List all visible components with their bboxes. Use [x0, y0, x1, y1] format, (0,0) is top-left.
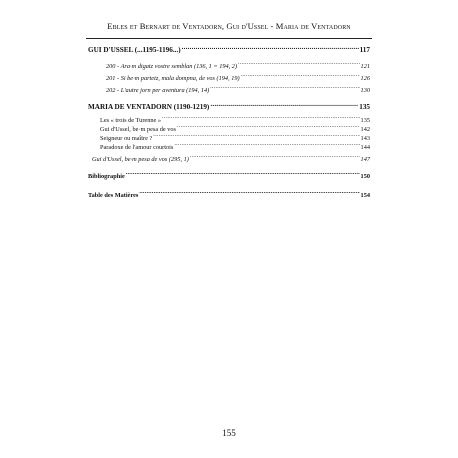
running-header: Ebles et Bernart de Ventadorn, Gui d'Ussel - Maria de Ventadorn	[107, 21, 351, 31]
toc-entry-maria-de-ventadorn[interactable]	[88, 101, 370, 111]
toc-entry-page: 144	[360, 144, 370, 151]
page-number: 155	[222, 428, 236, 438]
toc-entry-title: Paradoxe de l'amour courtois	[100, 144, 174, 151]
toc-entry-title: Gui d'Ussel, be·m pesa de vos (295, 1)	[92, 156, 189, 163]
toc-entry-gui-dussel[interactable]	[88, 44, 370, 54]
toc-entry-poem-201[interactable]	[106, 72, 370, 83]
toc-leader-dots	[238, 60, 359, 68]
toc-entry-page: 135	[359, 103, 370, 111]
toc-leader-dots	[153, 132, 359, 140]
toc-entry-title: MARIA DE VENTADORN (1190-1219)	[88, 103, 210, 111]
toc-entry-page: 121	[360, 63, 370, 70]
toc-leader-dots	[177, 123, 360, 131]
toc-entry-bibliographie[interactable]	[88, 170, 370, 181]
toc-entry-page: 130	[360, 87, 370, 94]
toc-entry-page: 142	[360, 126, 370, 133]
toc-entry-page: 147	[360, 156, 370, 163]
toc-entry-page: 143	[360, 135, 370, 142]
toc-entry-poem-202[interactable]	[106, 84, 370, 95]
toc-entry-poem-295[interactable]	[92, 153, 370, 164]
toc-entry-page: 150	[360, 173, 370, 180]
toc-leader-dots	[174, 141, 359, 149]
toc-leader-dots	[139, 189, 359, 197]
toc-leader-dots	[126, 170, 360, 178]
toc-entry-title: GUI D'USSEL (...1195-1196...)	[88, 46, 181, 54]
toc-entry-page: 135	[360, 117, 370, 124]
toc-leader-dots	[182, 44, 359, 52]
toc-entry-title: Gui d'Ussel, be·m pesa de vos	[100, 126, 176, 133]
toc-entry-title: Table des Matières	[88, 192, 139, 199]
toc-entry-title: Les « trois de Turenne »	[100, 117, 162, 124]
toc-leader-dots	[162, 114, 360, 122]
toc-entry-table-des-matieres[interactable]	[88, 189, 370, 200]
toc-entry-page: 154	[360, 192, 370, 199]
toc-entry-title: 200 - Ara·m digatz vostre semblan (136, 1 = 194, 2)	[106, 63, 238, 70]
toc-leader-dots	[210, 84, 359, 92]
toc-entry-page: 126	[360, 75, 370, 82]
toc-leader-dots	[210, 101, 358, 109]
toc-entry-title: Seigneur ou maître ?	[100, 135, 153, 142]
header-rule	[86, 38, 372, 39]
toc-entry-title: Bibliographie	[88, 173, 125, 180]
toc-entry-paradoxe-amour-courtois[interactable]	[100, 141, 370, 152]
toc-leader-dots	[241, 72, 360, 80]
toc-entry-page: 117	[359, 46, 370, 54]
toc-entry-title: 201 - Si be·m partetz, mala dompna, de vos (194, 19)	[106, 75, 240, 82]
toc-entry-poem-200[interactable]	[106, 60, 370, 71]
toc-leader-dots	[190, 153, 360, 161]
toc-entry-title: 202 - L'autre jorn per aventura (194, 14)	[106, 87, 210, 94]
